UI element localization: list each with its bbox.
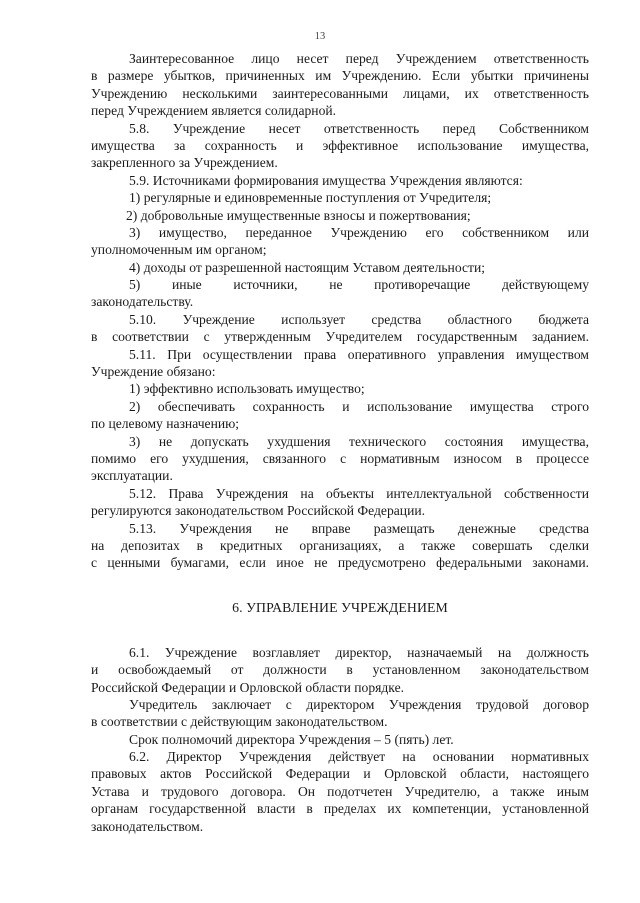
text-line: и освобождаемый от должности в установленном законодательством bbox=[91, 662, 589, 678]
text-line: 6.1. Учреждение возглавляет директор, назначаемый на должность bbox=[129, 644, 589, 660]
text-line: в размере убытков, причиненных им Учреждению. Если убытки причинены bbox=[91, 68, 589, 84]
text-line: имущества за сохранность и эффективное использование имущества, bbox=[91, 137, 589, 153]
section-5-continuation bbox=[91, 50, 589, 572]
text-line: правовых актов Российской Федерации и Орловской области, настоящего bbox=[91, 766, 589, 782]
section-6-text bbox=[91, 644, 589, 835]
text-line: 4) доходы от разрешенной настоящим Уставом деятельности; bbox=[129, 259, 485, 275]
text-line: 5.8. Учреждение несет ответственность перед Собственником bbox=[129, 120, 589, 136]
text-line: Срок полномочий директора Учреждения – 5 (пять) лет. bbox=[129, 731, 454, 747]
text-line: на депозитах в кредитных организациях, а также совершать сделки bbox=[91, 537, 589, 553]
text-line: Учредитель заключает с директором Учреждения трудовой договор bbox=[129, 696, 589, 712]
text-line: органам государственной власти в пределах их компетенции, установленной bbox=[91, 801, 589, 817]
text-line: в соответствии с действующим законодательством. bbox=[91, 714, 388, 730]
text-line: 1) эффективно использовать имущество; bbox=[129, 381, 365, 397]
text-line: 5.10. Учреждение использует средства областного бюджета bbox=[129, 311, 589, 327]
text-line: 6.2. Директор Учреждения действует на основании нормативных bbox=[129, 749, 589, 765]
text-line: закрепленного за Учреждением. bbox=[91, 155, 278, 171]
text-line: Российской Федерации и Орловской области порядке. bbox=[91, 679, 405, 695]
text-line: 5.9. Источниками формирования имущества Учреждения являются: bbox=[129, 172, 523, 188]
text-line: 2) добровольные имущественные взносы и пожертвования; bbox=[126, 207, 471, 223]
text-line: Учреждению несколькими заинтересованными лицами, их ответственность bbox=[91, 85, 589, 101]
text-line: 3) имущество, переданное Учреждению его собственником или bbox=[129, 224, 589, 240]
page-number: 13 bbox=[314, 31, 326, 42]
text-line: 1) регулярные и единовременные поступления от Учредителя; bbox=[129, 190, 492, 206]
text-line: Устава и трудового договора. Он подотчетен Учредителю, а также иным bbox=[91, 783, 589, 799]
text-line: Заинтересованное лицо несет перед Учреждением ответственность bbox=[129, 51, 589, 66]
text-line: с ценными бумагами, если иное не предусмотрено федеральными законами. bbox=[91, 555, 589, 571]
text-line: 2) обеспечивать сохранность и использование имущества строго bbox=[129, 398, 589, 414]
text-line: 3) не допускать ухудшения технического состояния имущества, bbox=[129, 433, 589, 449]
text-line: 5.13. Учреждения не вправе размещать денежные средства bbox=[129, 520, 589, 536]
text-line: перед Учреждением является солидарной. bbox=[91, 103, 337, 119]
document-body bbox=[91, 50, 589, 835]
text-line: эксплуатации. bbox=[91, 468, 173, 484]
text-line: уполномоченным им органом; bbox=[91, 242, 267, 258]
text-line: 5) иные источники, не противоречащие действующему bbox=[129, 277, 589, 293]
text-line: Учреждение обязано: bbox=[91, 364, 216, 380]
section-heading: 6. УПРАВЛЕНИЕ УЧРЕЖДЕНИЕМ bbox=[232, 599, 448, 615]
text-line: помимо его ухудшения, связанного с нормативным износом в процессе bbox=[91, 450, 589, 466]
text-line: 5.12. Права Учреждения на объекты интеллектуальной собственности bbox=[129, 485, 589, 501]
text-line: в соответствии с утвержденным Учредителем государственным заданием. bbox=[91, 329, 589, 345]
text-line: регулируются законодательством Российской Федерации. bbox=[91, 503, 426, 519]
text-line: 5.11. При осуществлении права оперативного управления имуществом bbox=[129, 346, 589, 362]
text-line: по целевому назначению; bbox=[91, 416, 240, 432]
text-line: законодательству. bbox=[91, 294, 194, 310]
text-line: законодательством. bbox=[91, 818, 204, 834]
